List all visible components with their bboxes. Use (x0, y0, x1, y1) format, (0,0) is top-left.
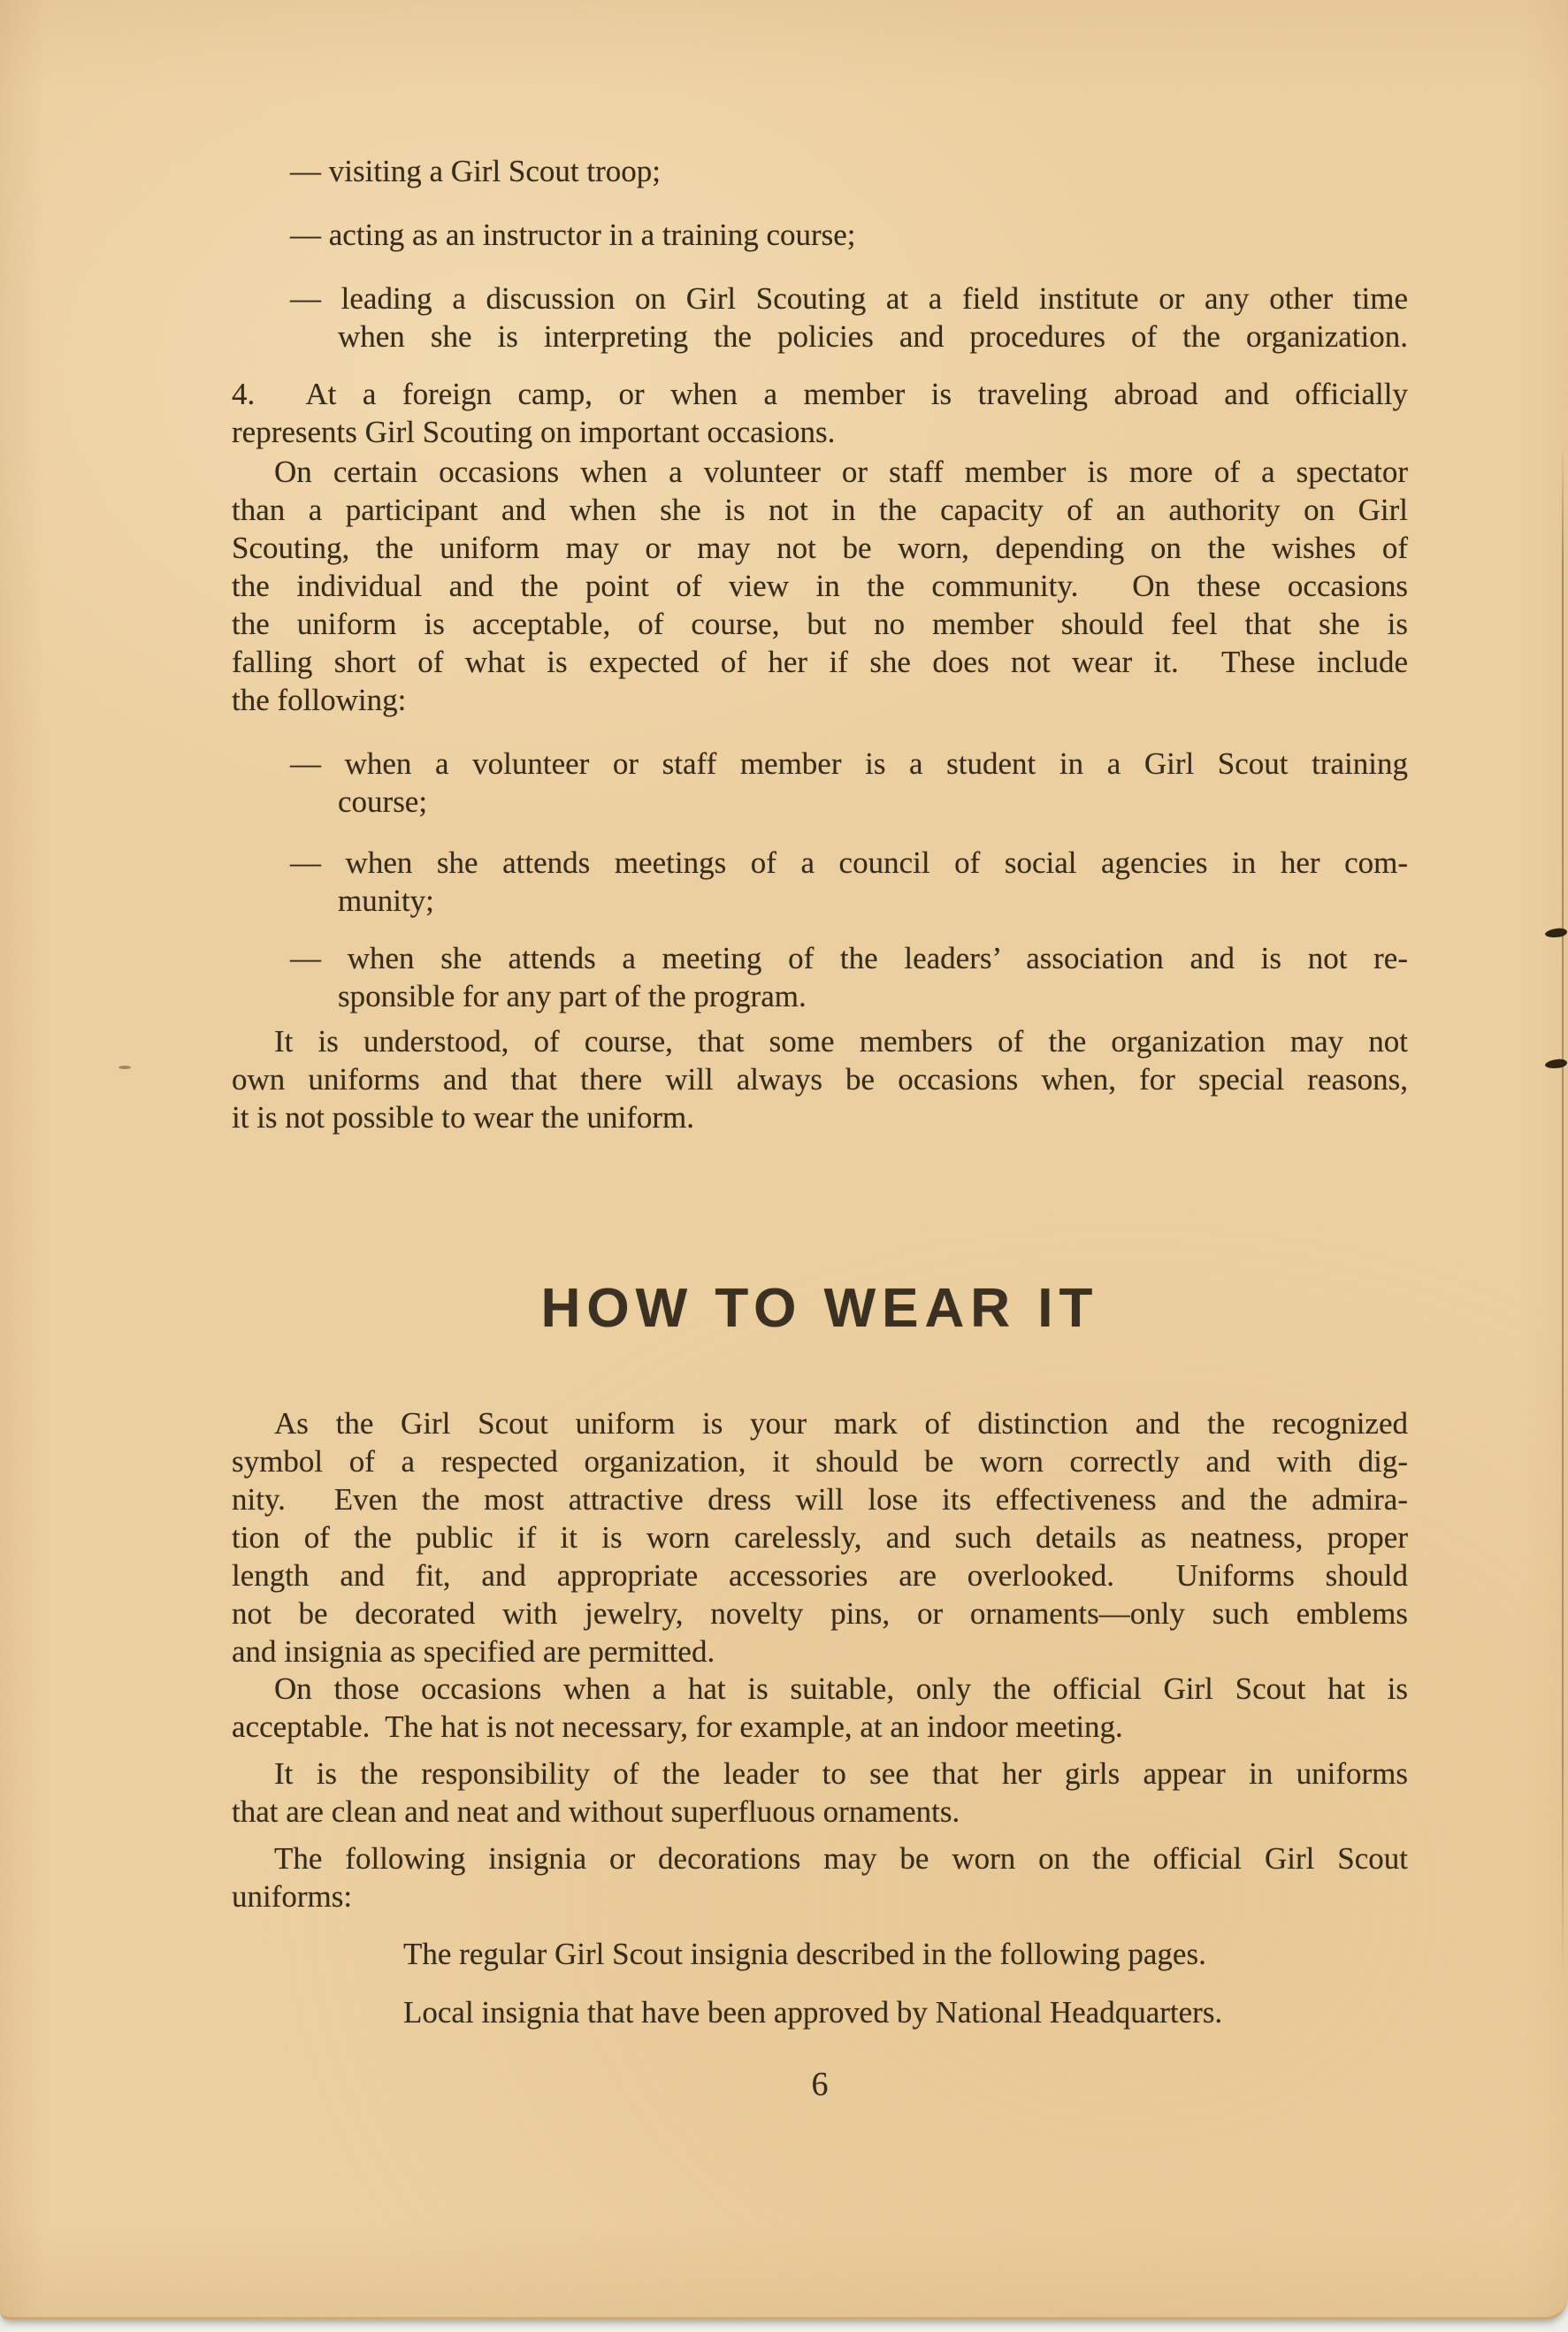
text-line: As the Girl Scout uniform is your mark of distinction and the recognized (274, 1406, 1408, 1441)
bullet-item (232, 152, 1408, 190)
text-line: and insignia as specified are permitted. (232, 1634, 715, 1669)
text-line: the uniform is acceptable, of course, but no member should feel that she is (232, 607, 1408, 641)
bullet-item (232, 939, 1408, 1015)
text-line: On certain occasions when a volunteer or staff member is more of a spectator (274, 455, 1408, 489)
paragraph (232, 453, 1408, 719)
bullet-item (232, 279, 1408, 356)
indented-line (232, 1993, 1408, 2031)
bullet-item (232, 216, 1408, 254)
text-line: the following: (232, 683, 407, 717)
text-line: The following insignia or decorations may be worn on the official Girl Scout (274, 1841, 1408, 1876)
text-line: not be decorated with jewelry, novelty pins, or ornaments—only such emblems (232, 1596, 1408, 1631)
text-line: represents Girl Scouting on important occasions. (232, 415, 836, 449)
text-line: uniforms: (232, 1879, 353, 1914)
text-line: — acting as an instructor in a training course; (290, 218, 856, 252)
page-content (232, 0, 1408, 2317)
text-line: nity. Even the most attractive dress will lose its effectiveness and the admira- (232, 1482, 1408, 1517)
text-line: than a participant and when she is not in the capacity of an authority on Girl (232, 493, 1408, 527)
text-line: 4. At a foreign camp, or when a member is traveling abroad and officially (232, 377, 1408, 411)
text-line: — when a volunteer or staff member is a student in a Girl Scout training (290, 746, 1408, 781)
text-line: when she is interpreting the policies and procedures of the organization. (338, 319, 1408, 354)
text-line: own uniforms and that there will always be occasions when, for special reasons, (232, 1062, 1408, 1097)
page-edge-line (1562, 442, 1564, 1981)
text-line: symbol of a respected organization, it should be worn correctly and with dig- (232, 1444, 1408, 1479)
paragraph (232, 1404, 1408, 1671)
bullet-item (232, 844, 1408, 920)
paragraph (232, 1022, 1408, 1136)
text-line: course; (338, 784, 428, 819)
numbered-paragraph (232, 375, 1408, 451)
text-line: falling short of what is expected of her if she does not wear it. These include (232, 645, 1408, 679)
text-line: — visiting a Girl Scout troop; (290, 154, 662, 188)
text-line: It is understood, of course, that some members of the organization may not (274, 1024, 1408, 1059)
text-line: that are clean and neat and without superfluous ornaments. (232, 1794, 960, 1829)
text-line: — when she attends meetings of a council of social agencies in her com- (290, 845, 1408, 880)
text-line: — when she attends a meeting of the leaders’ association and is not re- (290, 941, 1408, 975)
paragraph (232, 1670, 1408, 1746)
text-line: Local insignia that have been approved by National Headquarters. (403, 1995, 1223, 2030)
paper-fleck (119, 1066, 131, 1069)
text-line: it is not possible to wear the uniform. (232, 1100, 694, 1135)
bullet-item (232, 745, 1408, 821)
ink-speck (1544, 1059, 1567, 1070)
text-line: tion of the public if it is worn carelessly, and such details as neatness, proper (232, 1520, 1408, 1555)
section-heading: HOW TO WEAR IT (540, 1278, 1099, 1339)
page-number: 6 (811, 2066, 829, 2103)
text-line: Scouting, the uniform may or may not be worn, depending on the wishes of (232, 531, 1408, 565)
text-line: sponsible for any part of the program. (338, 979, 807, 1013)
text-line: acceptable. The hat is not necessary, for example, at an indoor meeting. (232, 1709, 1123, 1744)
text-line: — leading a discussion on Girl Scouting at a field institute or any other time (290, 281, 1408, 316)
ink-speck (1544, 928, 1567, 939)
text-line: On those occasions when a hat is suitable, only the official Girl Scout hat is (274, 1671, 1408, 1706)
paragraph (232, 1755, 1408, 1831)
indented-line (232, 1935, 1408, 1973)
text-line: The regular Girl Scout insignia described in the following pages. (403, 1937, 1206, 1971)
text-line: munity; (338, 883, 434, 918)
text-line: It is the responsibility of the leader to see that her girls appear in uniforms (274, 1756, 1408, 1791)
text-line: the individual and the point of view in the community. On these occasions (232, 569, 1408, 603)
text-line: length and fit, and appropriate accessories are overlooked. Uniforms should (232, 1558, 1408, 1593)
paragraph (232, 1839, 1408, 1915)
